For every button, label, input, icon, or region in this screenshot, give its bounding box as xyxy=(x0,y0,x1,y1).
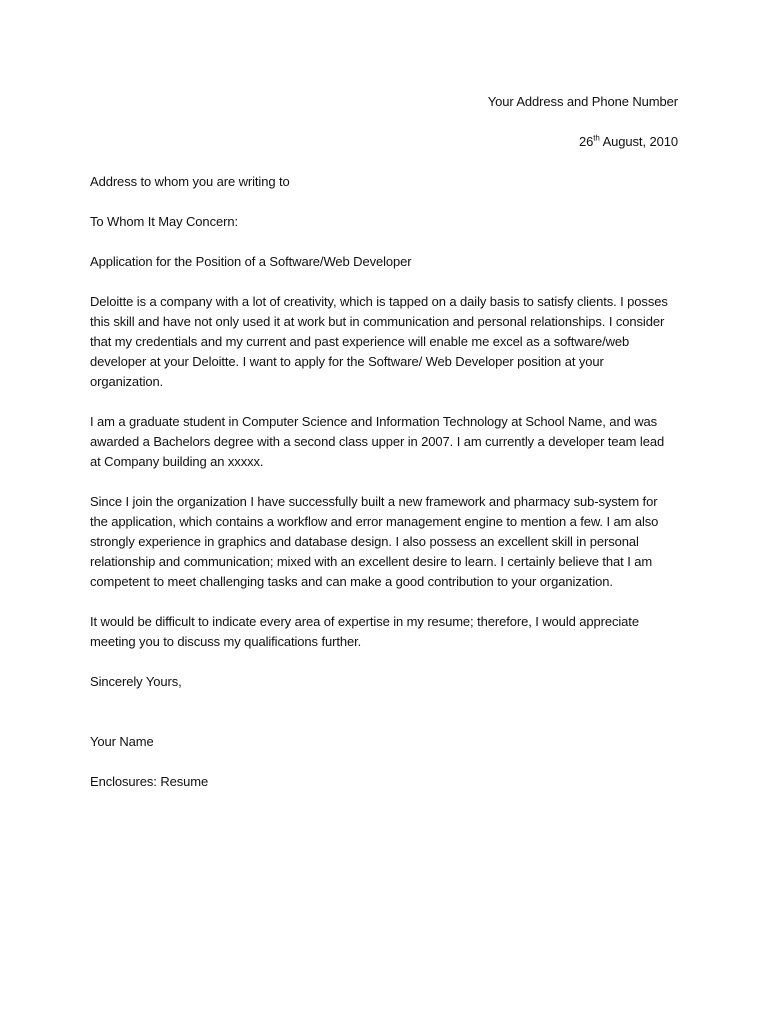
recipient-address: Address to whom you are writing to xyxy=(90,174,290,189)
body-paragraph-2: I am a graduate student in Computer Science and Information Technology at School Name, and was awarded a Bachelors degree with a second class upper in 2007. I am currently a developer team lead at Company building an xxxxx. xyxy=(90,414,665,469)
sender-address: Your Address and Phone Number xyxy=(487,94,678,109)
date-rest: August, 2010 xyxy=(599,134,678,149)
signature-name: Your Name xyxy=(90,734,154,749)
letter-date xyxy=(90,132,678,152)
date-suffix: th xyxy=(593,133,600,143)
body-paragraph-4: It would be difficult to indicate every area of expertise in my resume; therefore, I would appreciate meeting you to discuss my qualifications further. xyxy=(90,614,639,649)
subject-line: Application for the Position of a Software/Web Developer xyxy=(90,254,412,269)
body-paragraph-3: Since I join the organization I have successfully built a new framework and pharmacy sub-system for the application, which contains a workflow and error management engine to mention a few. I am also strongly experience in graphics and database design. I also possess an excellent skill in personal relationship and communication; mixed with an excellent desire to learn. I certainly believe that I am competent to meet challenging tasks and can make a good contribution to your organization. xyxy=(90,494,659,589)
enclosures-line: Enclosures: Resume xyxy=(90,774,209,789)
cover-letter xyxy=(90,92,678,792)
body-paragraph-1: Deloitte is a company with a lot of creativity, which is tapped on a daily basis to satisfy clients. I posses this skill and have not only used it at work but in communication and personal relationships. I consider that my credentials and my current and past experience will enable me excel as a software/web developer at your Deloitte. I want to apply for the Software/ Web Developer position at your organization. xyxy=(90,294,668,389)
closing: Sincerely Yours, xyxy=(90,674,182,689)
salutation: To Whom It May Concern: xyxy=(90,214,238,229)
date-day: 26 xyxy=(579,134,594,149)
